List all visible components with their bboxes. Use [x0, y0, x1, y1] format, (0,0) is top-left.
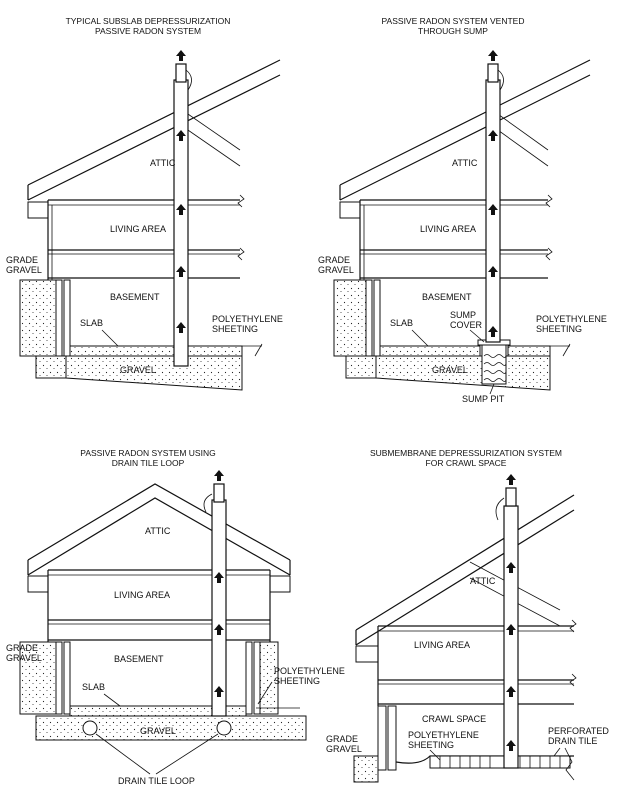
panel3-roof: [28, 484, 290, 560]
panel3-vent-pipe: [212, 500, 226, 716]
panel1-gravel-left-label: GRAVEL: [6, 265, 42, 275]
panel-sump-vented: [318, 16, 607, 404]
panel1-attic-label: ATTIC: [150, 158, 176, 168]
panel3-living-label: LIVING AREA: [114, 590, 171, 600]
panel2-title-line1: PASSIVE RADON SYSTEM VENTED: [381, 16, 525, 26]
panel2-slab-label: SLAB: [390, 318, 414, 328]
panel-subslab-passive: [6, 16, 283, 390]
panel2-grade-label: GRADE: [318, 255, 351, 265]
panel2-basement-label: BASEMENT: [422, 292, 472, 302]
panel2-gravel-label: GRAVEL: [432, 365, 468, 375]
panel1-title-line1: TYPICAL SUBSLAB DEPRESSURIZATION: [65, 16, 231, 26]
panel1-grade-label: GRADE: [6, 255, 39, 265]
panel3-gravel-label: GRAVEL: [140, 726, 176, 736]
panel4-perf-label-1: PERFORATED: [548, 726, 609, 736]
panel3-attic-label: ATTIC: [145, 526, 171, 536]
panel2-title-line2: THROUGH SUMP: [418, 26, 488, 36]
panel2-gravel-left-label: GRAVEL: [318, 265, 354, 275]
panel2-foundation-wall: [334, 280, 366, 356]
panel3-gravel-left-label: GRAVEL: [6, 653, 42, 663]
panel4-roof: [356, 495, 574, 630]
panel1-slab: [70, 346, 242, 356]
panel4-crawl-label: CRAWL SPACE: [422, 714, 487, 724]
panel2-living-label: LIVING AREA: [420, 224, 477, 234]
panel1-basement-label: BASEMENT: [110, 292, 160, 302]
panel4-poly-label-1: POLYETHYLENE: [408, 730, 479, 740]
panel1-gravel-label: GRAVEL: [120, 365, 156, 375]
panel2-sump-label-1: SUMP: [450, 310, 477, 320]
panel4-grade-fill: [354, 756, 378, 782]
panel1-slab-label: SLAB: [80, 318, 104, 328]
panel1-poly-label-2: SHEETING: [212, 324, 259, 334]
panel4-grade-label: GRADE: [326, 734, 359, 744]
panel3-title-line1: PASSIVE RADON SYSTEM USING: [80, 448, 216, 458]
panel4-attic-label: ATTIC: [470, 576, 496, 586]
panel4-title-line2: FOR CRAWL SPACE: [425, 458, 507, 468]
panel4-living-label: LIVING AREA: [414, 640, 471, 650]
panel4-perforated-tile: [430, 756, 570, 768]
panel-crawl-space: [326, 448, 609, 782]
panel2-poly-label-1: POLYETHYLENE: [536, 314, 607, 324]
panel2-attic-label: ATTIC: [452, 158, 478, 168]
panel3-basement-label: BASEMENT: [114, 654, 164, 664]
panel1-living-label: LIVING AREA: [110, 224, 167, 234]
panel4-title-line1: SUBMEMBRANE DEPRESSURIZATION SYSTEM: [369, 448, 563, 458]
panel4-poly-label-2: SHEETING: [408, 740, 455, 750]
panel2-slab: [380, 346, 480, 356]
panel3-drain-tile-right: [217, 721, 231, 735]
panel3-drain-tile-label: DRAIN TILE LOOP: [118, 776, 195, 786]
panel1-foundation-wall: [20, 280, 56, 356]
panel3-title-line2: DRAIN TILE LOOP: [111, 458, 185, 468]
panel2-poly-label-2: SHEETING: [536, 324, 583, 334]
panel2-sump-pit-label: SUMP PIT: [462, 394, 505, 404]
panel1-poly-label-1: POLYETHYLENE: [212, 314, 283, 324]
panel3-drain-tile-left: [83, 721, 97, 735]
panel1-title-line2: PASSIVE RADON SYSTEM: [94, 26, 202, 36]
panel2-sump-label-2: COVER: [450, 320, 483, 330]
panel3-poly-label-2: SHEETING: [274, 676, 321, 686]
panel-drain-tile-loop: [6, 448, 345, 786]
panel3-slab-label: SLAB: [82, 682, 106, 692]
panel3-grade-label: GRADE: [6, 643, 39, 653]
panel4-vent-pipe: [504, 506, 518, 768]
panel4-gravel-left-label: GRAVEL: [326, 744, 362, 754]
panel3-poly-label-1: POLYETHYLENE: [274, 666, 345, 676]
panel4-perf-label-2: DRAIN TILE: [548, 736, 598, 746]
